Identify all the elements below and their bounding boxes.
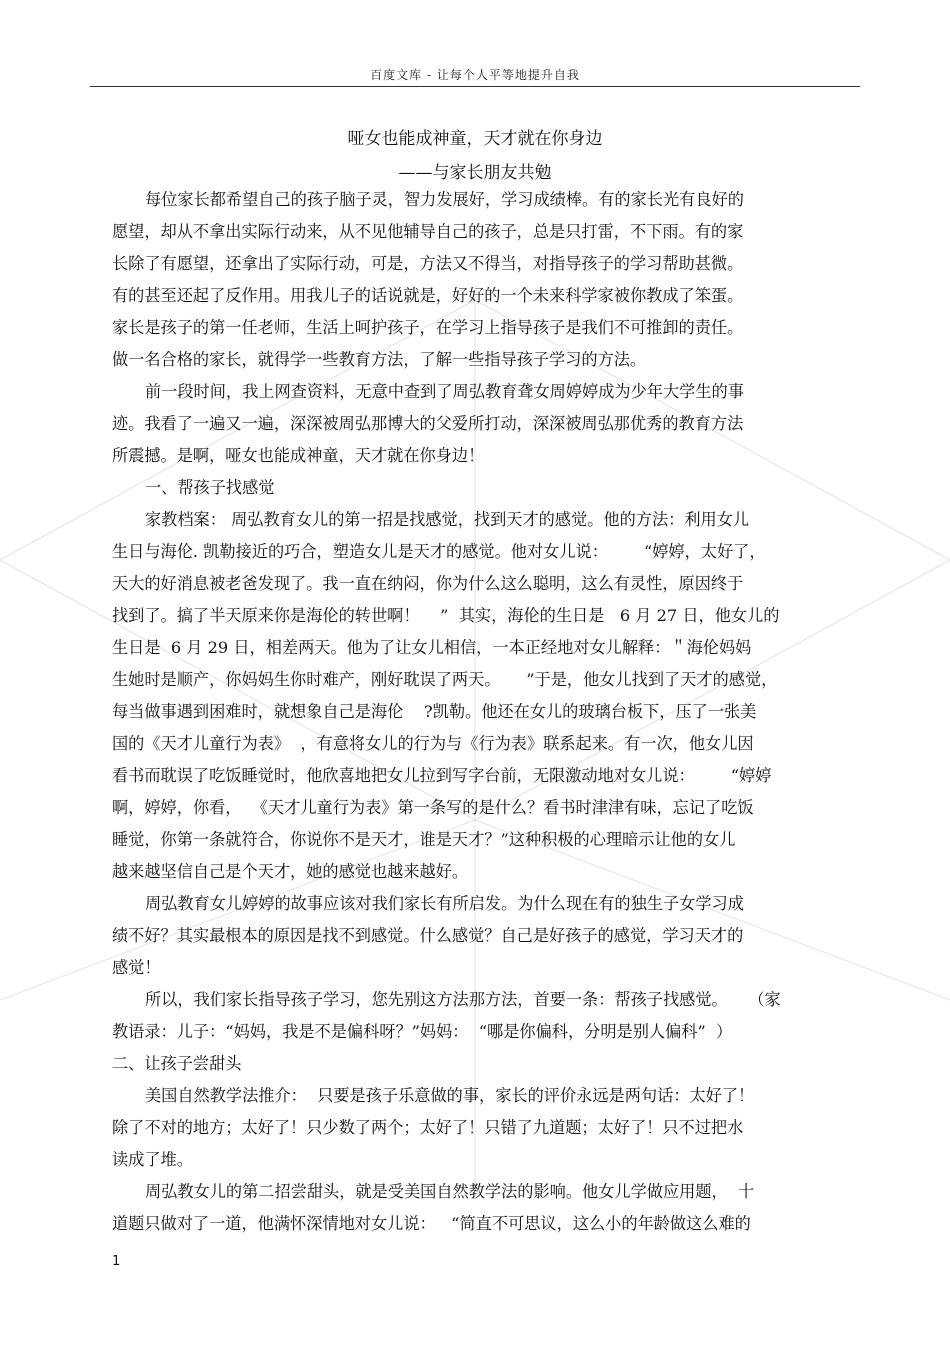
body-line: 愿望，却从不拿出实际行动来，从不见他辅导自己的孩子，总是只打雷，不下雨。有的家 [112,222,744,241]
section-heading: 二、让孩子尝甜头 [112,1054,242,1073]
body-line: 绩不好？其实最根本的原因是找不到感觉。什么感觉？自己是好孩子的感觉，学习天才的 [112,926,744,945]
body-line: 读成了堆。 [112,1150,193,1169]
body-line: 每当做事遇到困难时，就想象自己是海伦 ?凯勒。他还在女儿的玻璃台板下，压了一张美 [112,702,757,721]
body-line: 生她时是顺产，你妈妈生你时难产，刚好耽误了两天。 ”于是，他女儿找到了天才的感觉， [112,670,778,689]
body-line: 长除了有愿望，还拿出了实际行动，可是，方法又不得当，对指导孩子的学习帮助甚微。 [112,254,744,273]
body-line: 家教档案： 周弘教育女儿的第一招是找感觉，找到天才的感觉。他的方法：利用女儿 [145,510,750,529]
section-heading: 一、帮孩子找感觉 [145,478,275,497]
body-line: 教语录：儿子：“妈妈，我是不是偏科呀？”妈妈： “哪是你偏科，分明是别人偏科” ） [112,1022,733,1041]
body-line: 除了不对的地方；太好了！只少数了两个；太好了！只错了九道题；太好了！只不过把水 [112,1118,744,1137]
body-line: 国的《天才儿童行为表》 ，有意将女儿的行为与《行为表》联系起来。有一次，他女儿因 [112,734,754,753]
body-line: 感觉！ [112,958,161,977]
body-line: 道题只做对了一道，他满怀深情地对女儿说： “简直不可思议，这么小的年龄做这么难的 [112,1214,751,1233]
body-line: 迹。我看了一遍又一遍，深深被周弘那博大的父爱所打动，深深被周弘那优秀的教育方法 [112,414,744,433]
body-line: 生日与海伦. 凯勒接近的巧合，塑造女儿是天才的感觉。他对女儿说： “婷婷，太好了， [112,542,766,561]
body-line: 看书而耽误了吃饭睡觉时，他欣喜地把女儿拉到写字台前，无限激动地对女儿说： “婷婷 [112,766,772,785]
body-line: 做一名合格的家长，就得学一些教育方法，了解一些指导孩子学习的方法。 [112,350,647,369]
body-line: 生日是 6 月 29 日，相差两天。他为了让女儿相信，一本正经地对女儿解释：＂海伦妈妈 [112,638,752,657]
body-line: 美国自然教学法推介： 只要是孩子乐意做的事，家长的评价永远是两句话：太好了！ [145,1086,755,1105]
body-line: 所震撼。是啊，哑女也能成神童，天才就在你身边！ [112,446,485,465]
body-line: 找到了。搞了半天原来你是海伦的转世啊！ ” 其实，海伦的生日是 6 月 27 日，他女儿的 [112,606,780,625]
body-line: 家长是孩子的第一任老师，生活上呵护孩子，在学习上指导孩子是我们不可推卸的责任。 [112,318,744,337]
body-line: 每位家长都希望自己的孩子脑子灵，智力发展好，学习成绩棒。有的家长光有良好的 [145,190,744,209]
body-line: 周弘教育女儿婷婷的故事应该对我们家长有所启发。为什么现在有的独生子女学习成 [145,894,744,913]
body-line: 天大的好消息被老爸发现了。我一直在纳闷，你为什么这么聪明，这么有灵性，原因终于 [112,574,744,593]
body-line: 有的甚至还起了反作用。用我儿子的话说就是，好好的一个未来科学家被你教成了笨蛋。 [112,286,744,305]
body-line: 前一段时间，我上网查资料，无意中查到了周弘教育聋女周婷婷成为少年大学生的事 [145,382,744,401]
header-divider [90,86,860,87]
body-line: 越来越坚信自己是个天才，她的感觉也越来越好。 [112,862,469,881]
document-subtitle: ——与家长朋友共勉 [398,163,552,183]
body-line: 啊，婷婷，你看， 《天才儿童行为表》第一条写的是什么？看书时津津有味，忘记了吃饭 [112,798,754,817]
page-number: 1 [112,1254,121,1269]
document-title: 哑女也能成神童，天才就在你身边 [347,129,603,149]
body-line: 睡觉，你第一条就符合，你说你不是天才，谁是天才？”这种积极的心理暗示让他的女儿 [112,830,736,849]
page-header: 百度文库 - 让每个人平等地提升自我 [370,68,580,82]
body-line: 所以，我们家长指导孩子学习，您先别这方法那方法，首要一条：帮孩子找感觉。 （家 [145,990,781,1009]
body-line: 周弘教女儿的第二招尝甜头，就是受美国自然教学法的影响。他女儿学做应用题， 十 [145,1182,755,1201]
